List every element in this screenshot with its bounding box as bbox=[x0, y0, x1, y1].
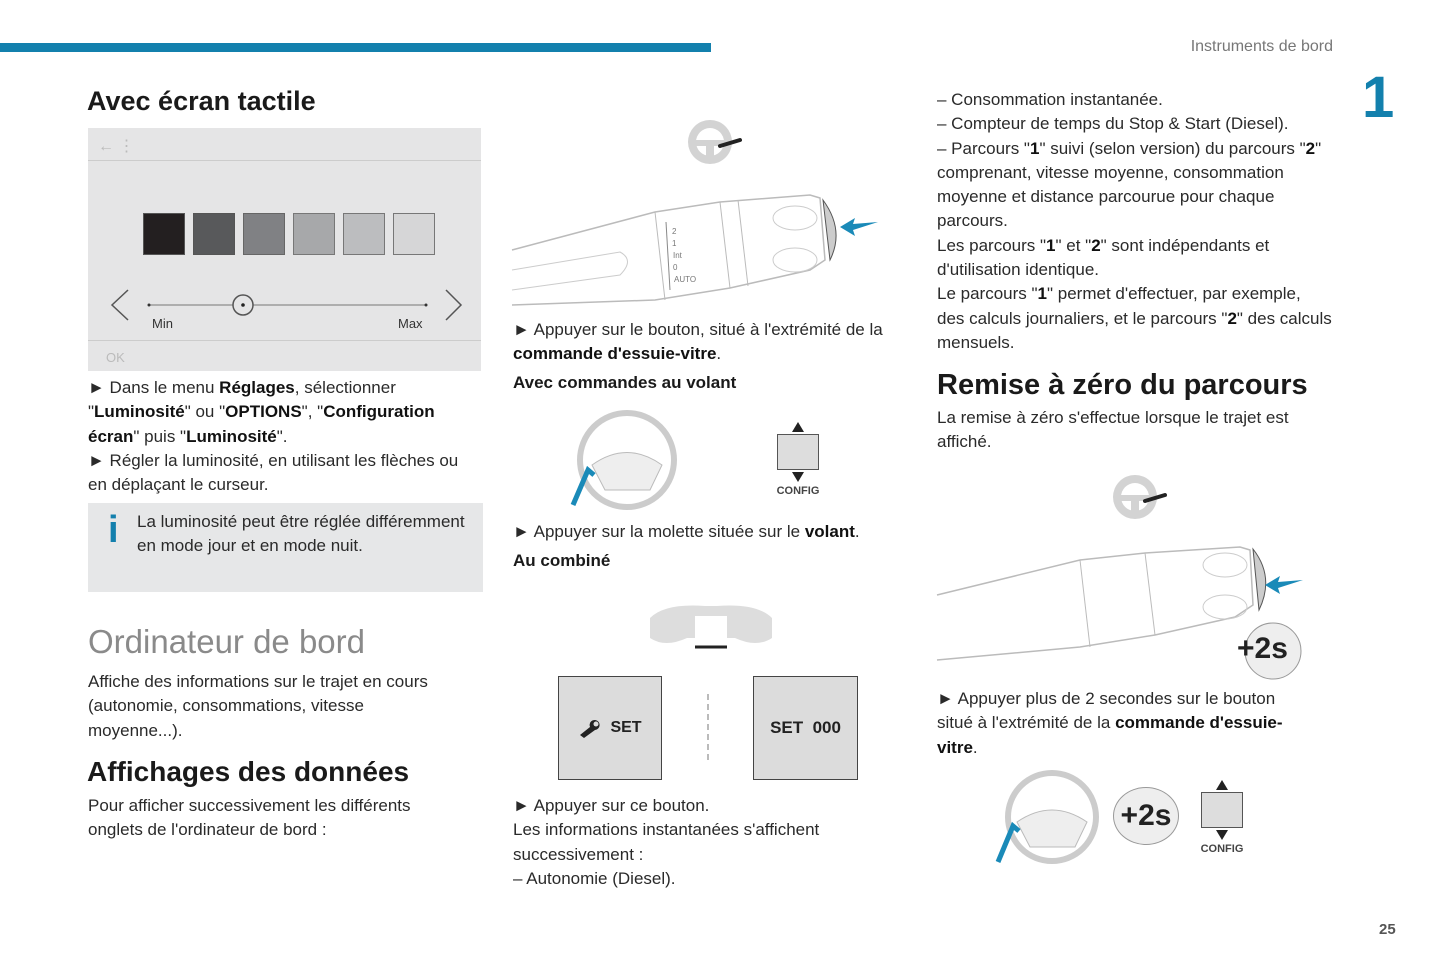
list-item bbox=[937, 88, 1332, 112]
arrow-left-icon[interactable] bbox=[112, 290, 128, 320]
text: " ou " bbox=[184, 402, 226, 422]
bold-text: 1 bbox=[1046, 235, 1056, 255]
config-button[interactable] bbox=[1199, 780, 1245, 855]
wiper-stalk-illustration bbox=[510, 110, 900, 310]
info-text: La luminosité peut être réglée différemment en mode jour et en mode nuit. bbox=[137, 512, 465, 556]
text: " suivi (selon version) du parcours " bbox=[1039, 138, 1306, 158]
press-instruction bbox=[937, 687, 1307, 760]
brightness-swatches bbox=[143, 213, 435, 255]
steering-wheel-controls-illustration bbox=[995, 770, 1105, 865]
bold-text: 2 bbox=[1305, 138, 1316, 158]
text: ► Appuyer sur le bouton, situé à l'extrémité de la bbox=[513, 320, 883, 339]
arrow-down-icon bbox=[792, 472, 804, 482]
ok-button[interactable]: OK bbox=[106, 350, 125, 365]
wiper-speed-labels bbox=[672, 227, 696, 284]
text: " permet d'effectuer, par exemple, des calculs journaliers, et le parcours " bbox=[937, 284, 1301, 328]
press-arrow-icon bbox=[840, 218, 878, 236]
info-content bbox=[100, 510, 471, 559]
list-item bbox=[937, 137, 1332, 234]
bold-text: commande d'essuie-vitre bbox=[513, 344, 717, 364]
text: – Consommation instantanée. bbox=[937, 90, 1163, 109]
stalk-label: 1 bbox=[672, 239, 677, 248]
config-button[interactable] bbox=[775, 422, 821, 497]
text: . bbox=[716, 344, 722, 364]
config-label: CONFIG bbox=[776, 485, 820, 497]
display-description: Pour afficher successivement les différents onglets de l'ordinateur de bord : bbox=[88, 796, 411, 840]
steering-wheel-controls-illustration bbox=[570, 410, 680, 510]
arrow-down-icon bbox=[1216, 830, 1228, 840]
back-icon[interactable]: ← ⋮ bbox=[98, 138, 135, 155]
text: " et " bbox=[1055, 235, 1092, 255]
bold-text: Réglages bbox=[219, 378, 295, 397]
brightness-screen bbox=[88, 128, 481, 371]
section-title: Instruments de bord bbox=[1190, 38, 1333, 55]
heading-cluster: Au combiné bbox=[513, 551, 611, 570]
text: " puis " bbox=[133, 426, 187, 446]
text: Les parcours " bbox=[937, 235, 1047, 255]
max-label: Max bbox=[398, 316, 423, 331]
stalk-label: AUTO bbox=[674, 275, 697, 284]
stalk-label: Int bbox=[673, 251, 682, 260]
text: ► Appuyer sur la molette située sur le bbox=[513, 522, 805, 541]
text: – Parcours " bbox=[937, 138, 1030, 158]
min-label: Min bbox=[152, 316, 173, 331]
text: " comprenant, vitesse moyenne, consommation moyenne et distance parcourue pour chaque parcours. bbox=[937, 138, 1322, 231]
info-icon: i bbox=[108, 509, 119, 551]
two-second-badge: +2s bbox=[1113, 787, 1179, 845]
bold-text: volant bbox=[804, 522, 855, 541]
bold-text: commande d'essuie-vitre bbox=[937, 713, 1283, 757]
text: . bbox=[854, 522, 860, 541]
bold-text: 2 bbox=[1227, 308, 1237, 328]
bold-text: Luminosité bbox=[94, 402, 185, 422]
list-item bbox=[937, 282, 1332, 355]
set-button-label: SET bbox=[610, 719, 642, 736]
cluster-instruction: ► Appuyer sur ce bouton. Les informations instantanées s'affichent successivement : – Autonomie (Diesel). bbox=[513, 796, 820, 888]
wrench-icon bbox=[578, 718, 602, 738]
bold-text: Luminosité bbox=[186, 426, 277, 446]
dashed-divider bbox=[707, 694, 709, 760]
stalk-label: 2 bbox=[672, 227, 677, 236]
chapter-number: 1 bbox=[1362, 65, 1395, 130]
trip-info-list bbox=[937, 88, 1332, 355]
stalk-instruction bbox=[513, 318, 898, 367]
arrow-up-icon bbox=[1216, 780, 1228, 790]
info-box bbox=[88, 503, 483, 592]
bold-text: Configuration écran bbox=[88, 402, 435, 446]
adjust-instruction: ► Régler la luminosité, en utilisant les flèches ou en déplaçant le curseur. bbox=[88, 451, 459, 495]
arrow-up-icon bbox=[792, 422, 804, 432]
text: – Compteur de temps du Stop & Start (Diesel). bbox=[937, 114, 1289, 134]
arrow-right-icon[interactable] bbox=[446, 290, 461, 320]
steering-wheel-icon bbox=[1113, 475, 1165, 519]
text: " des calculs mensuels. bbox=[937, 308, 1332, 352]
bold-text: OPTIONS bbox=[225, 402, 302, 422]
heading-steering-controls: Avec commandes au volant bbox=[513, 373, 737, 392]
text: ► Appuyer plus de 2 secondes sur le bouton situé à l'extrémité de la bbox=[937, 689, 1276, 733]
config-label: CONFIG bbox=[1200, 843, 1244, 855]
steering-wheel-icon bbox=[688, 120, 740, 164]
text: " sont indépendants et d'utilisation identique. bbox=[937, 235, 1270, 280]
list-item bbox=[937, 112, 1332, 136]
text: ". bbox=[276, 426, 288, 446]
header-accent-bar bbox=[0, 43, 711, 52]
text: ► Dans le menu bbox=[88, 378, 220, 397]
set-button[interactable] bbox=[558, 676, 662, 780]
instrument-cluster-icon bbox=[645, 598, 777, 650]
text: . bbox=[972, 737, 978, 757]
list-item bbox=[937, 234, 1332, 283]
computer-description: Affiche des informations sur le trajet en cours (autonomie, consommations, vitesse moyenne...). bbox=[88, 672, 428, 740]
bold-text: 1 bbox=[1029, 138, 1040, 158]
two-second-badge: +2s bbox=[1237, 632, 1288, 665]
bold-text: 1 bbox=[1037, 284, 1047, 304]
stalk-label: 0 bbox=[673, 263, 678, 272]
heading-onboard-computer: Ordinateur de bord bbox=[88, 623, 366, 660]
text: ", " bbox=[301, 402, 324, 422]
heading-trip-reset: Remise à zéro du parcours bbox=[937, 369, 1308, 401]
text: , sélectionner " bbox=[88, 378, 396, 422]
set-display: SET 000 bbox=[753, 676, 858, 780]
menu-instruction bbox=[88, 376, 473, 449]
text: Le parcours " bbox=[937, 284, 1038, 304]
wheel-instruction bbox=[513, 520, 898, 544]
heading-data-display: Affichages des données bbox=[87, 756, 410, 787]
bold-text: 2 bbox=[1091, 235, 1101, 255]
heading-touch-screen: Avec écran tactile bbox=[87, 86, 316, 116]
page-number: 25 bbox=[1379, 921, 1396, 938]
press-arrow-icon bbox=[1265, 576, 1303, 594]
reset-description: La remise à zéro s'effectue lorsque le trajet est affiché. bbox=[937, 408, 1289, 452]
